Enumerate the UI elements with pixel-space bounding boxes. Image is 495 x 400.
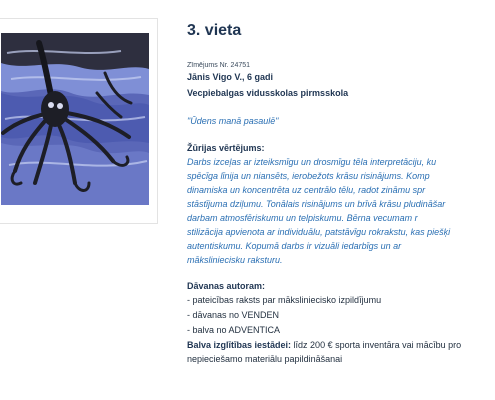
school-prize-line bbox=[187, 338, 495, 352]
jury-text-line: Darbs izceļas ar izteiksmīgu un drosmīgu tēla interpretāciju, ku bbox=[187, 157, 437, 167]
artwork-image[interactable] bbox=[1, 33, 149, 205]
jury-text-line: autentiskumu. Kopumā darbs ir vizuāli iedarbīgs un ar bbox=[187, 241, 402, 251]
school-prize-line: nepieciešamo materiālu papildināšanai bbox=[187, 354, 343, 364]
school-prize bbox=[187, 338, 495, 366]
gift-item: - balva no ADVENTICA bbox=[187, 325, 281, 335]
gift-item: - pateicības raksts par māksliniecisko izpildījumu bbox=[187, 295, 382, 305]
school-prize-label: Balva izglītības iestādei: bbox=[187, 340, 292, 350]
drawing-number: Zīmējums Nr. 24751 bbox=[187, 62, 251, 69]
entry-details bbox=[187, 22, 495, 366]
work-title: "Ūdens manā pasaulē" bbox=[187, 116, 279, 126]
jury-text-line: māksliniecisku raksturu. bbox=[187, 255, 283, 265]
gifts-heading: Dāvanas autoram: bbox=[187, 281, 266, 291]
artwork-image-card[interactable] bbox=[0, 18, 158, 224]
author-name: Jānis Vigo V., 6 gadi bbox=[187, 72, 274, 82]
gift-item: - dāvanas no VENDEN bbox=[187, 310, 280, 320]
jury-text-line: stāstījuma dziļumu. Tonālais risinājums un brīvā krāsu pludināšar bbox=[187, 199, 446, 209]
school-prize-text: līdz 200 € sporta inventāra vai mācību pro bbox=[291, 340, 462, 350]
jury-heading: Žūrijas vērtējums: bbox=[187, 143, 265, 153]
jury-evaluation-text bbox=[187, 155, 495, 267]
jury-text-line: spēcīga līnija un niansēts, ierobežots krāsu risinājums. Komp bbox=[187, 171, 430, 181]
school-name: Vecpiebalgas vidusskolas pirmsskola bbox=[187, 88, 349, 98]
gifts-list bbox=[187, 293, 495, 338]
jury-text-line: dinamiska un koncentrēta uz centrālo tēlu, radot zināmu spr bbox=[187, 185, 426, 195]
place-title: 3. vieta bbox=[187, 22, 242, 39]
jury-text-line: stilizācija apvienota ar individuālu, patstāvīgu rokrakstu, kas piešķi bbox=[187, 227, 451, 237]
jury-text-line: darbam atmosfēriskumu un telpiskumu. Bērna vecumam r bbox=[187, 213, 418, 223]
